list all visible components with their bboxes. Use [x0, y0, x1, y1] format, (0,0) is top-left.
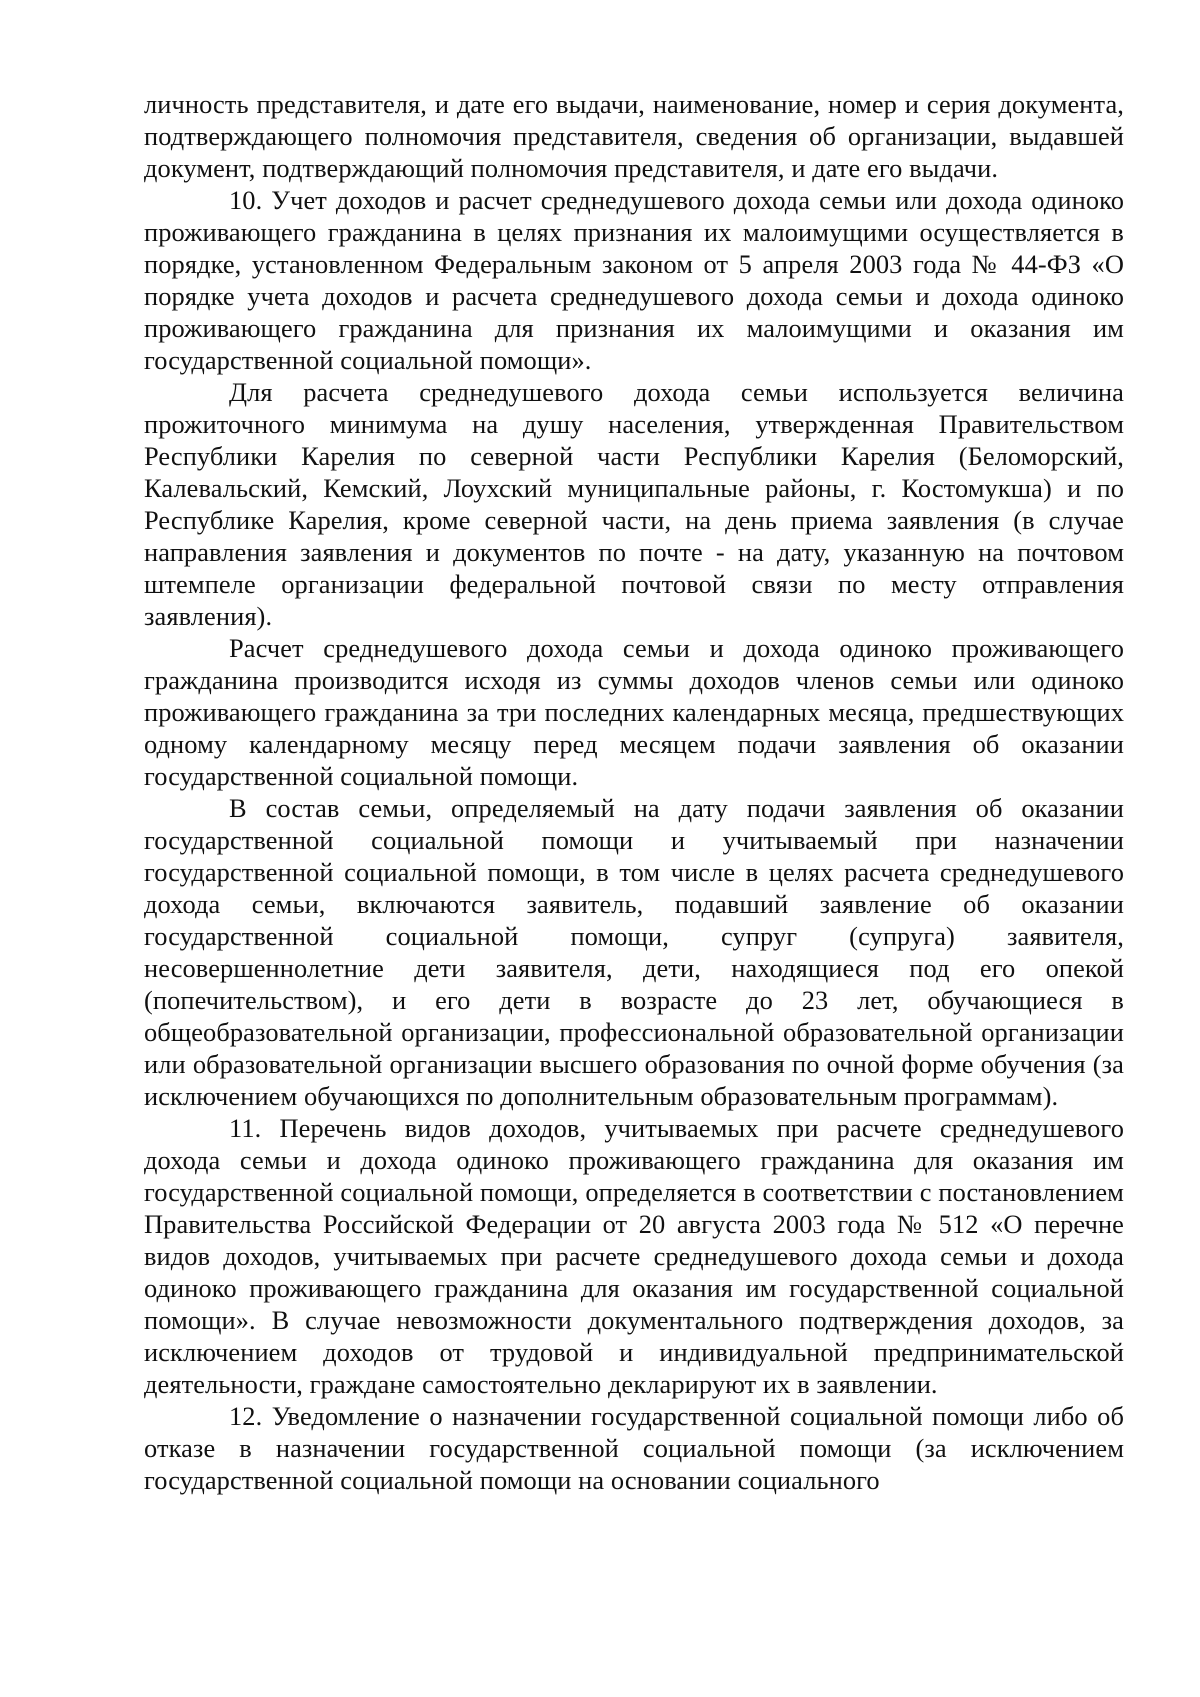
paragraph-item-12: 12. Уведомление о назначении государственной социальной помощи либо об отказе в назначении государственной социальной помощи (за исключением государственной социальной помощи на основании социального	[144, 1401, 1124, 1495]
paragraph-item-10: 10. Учет доходов и расчет среднедушевого дохода семьи или дохода одиноко проживающего гражданина в целях признания их малоимущими осуществляется в порядке, установленном Федеральным законом от 5 апреля 2003 года № 44-ФЗ «О порядке учета доходов и расчета среднедушевого дохода семьи и дохода одиноко проживающего гражданина для признания их малоимущими и оказания им государственной социальной помощи».	[144, 185, 1124, 375]
paragraph-income-calculation: Расчет среднедушевого дохода семьи и дохода одиноко проживающего гражданина производится исходя из суммы доходов членов семьи или одиноко проживающего гражданина за три последних календарных месяца, предшествующих одному календарному месяцу перед месяцем подачи заявления об оказании государственной социальной помощи.	[144, 633, 1124, 791]
paragraph-continuation: личность представителя, и дате его выдачи, наименование, номер и серия документа, подтверждающего полномочия представителя, сведения об организации, выдавшей документ, подтверждающий полномочия представителя, и дате его выдачи.	[144, 89, 1124, 183]
paragraph-item-11: 11. Перечень видов доходов, учитываемых при расчете среднедушевого дохода семьи и дохода одиноко проживающего гражданина для оказания им государственной социальной помощи, определяется в соответствии с постановлением Правительства Российской Федерации от 20 августа 2003 года № 512 «О перечне видов доходов, учитываемых при расчете среднедушевого дохода семьи и дохода одиноко проживающего гражданина для оказания им государственной социальной помощи». В случае невозможности документального подтверждения доходов, за исключением доходов от трудовой и индивидуальной предпринимательской деятельности, граждане самостоятельно декларируют их в заявлении.	[144, 1113, 1124, 1399]
document-page	[144, 88, 1124, 1496]
paragraph-subsistence-minimum: Для расчета среднедушевого дохода семьи используется величина прожиточного минимума на душу населения, утвержденная Правительством Республики Карелия по северной части Республики Карелия (Беломорский, Калевальский, Кемский, Лоухский муниципальные районы, г. Костомукша) и по Республике Карелия, кроме северной части, на день приема заявления (в случае направления заявления и документов по почте - на дату, указанную на почтовом штемпеле организации федеральной почтовой связи по месту отправления заявления).	[144, 377, 1124, 631]
paragraph-family-composition: В состав семьи, определяемый на дату подачи заявления об оказании государственной социальной помощи и учитываемый при назначении государственной социальной помощи, в том числе в целях расчета среднедушевого дохода семьи, включаются заявитель, подавший заявление об оказании государственной социальной помощи, супруг (супруга) заявителя, несовершеннолетние дети заявителя, дети, находящиеся под его опекой (попечительством), и его дети в возрасте до 23 лет, обучающиеся в общеобразовательной организации, профессиональной образовательной организации или образовательной организации высшего образования по очной форме обучения (за исключением обучающихся по дополнительным образовательным программам).	[144, 793, 1124, 1111]
